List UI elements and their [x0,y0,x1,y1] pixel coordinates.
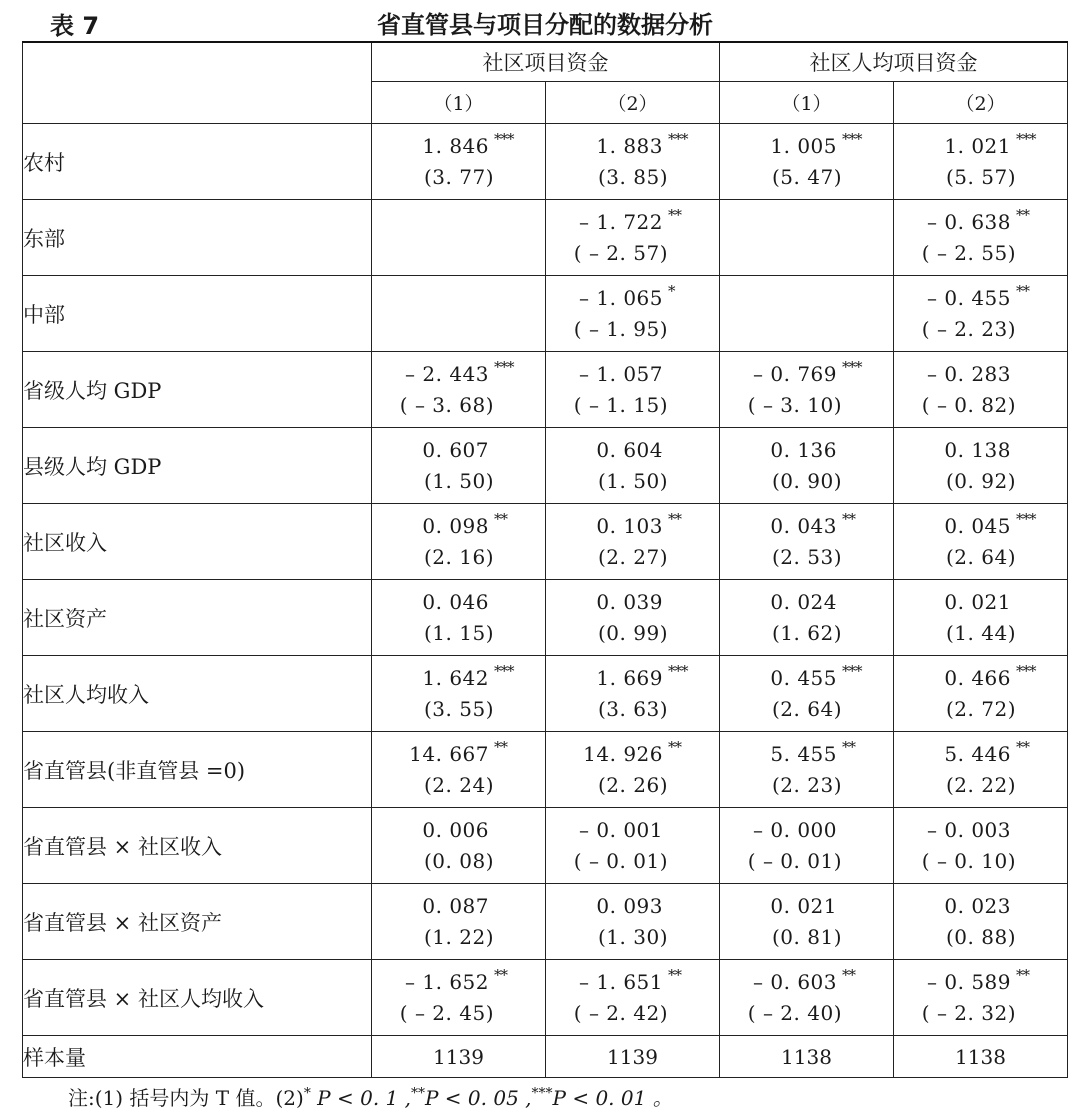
column-group-header: 社区项目资金 [372,42,720,82]
note-p-one: P < 0. 1 , [310,1086,411,1110]
regression-table [22,41,1068,1078]
coefficient-value: – 1. 722 [579,210,663,234]
t-statistic-value: (1. 15) [424,621,494,645]
t-statistic-value: ( – 2. 57) [573,241,668,265]
table-row [23,884,1068,960]
t-statistic-value: (2. 27) [598,545,668,569]
t-statistic-value: ( – 1. 15) [573,393,668,417]
significance-stars: ** [842,510,855,528]
coefficient-value: 0. 093 [596,894,663,918]
t-statistic-value: ( – 2. 32) [921,1001,1016,1025]
t-statistic-value: ( – 2. 23) [921,317,1016,341]
t-statistic-value: (2. 22) [946,773,1016,797]
table-row [23,732,1068,808]
estimate-cell [546,732,720,808]
estimate-cell [372,808,546,884]
estimate-cell [720,276,894,352]
coefficient-value: – 0. 638 [927,210,1011,234]
t-statistic-value: (0. 92) [946,469,1016,493]
estimate-cell [894,656,1068,732]
estimate-cell [720,884,894,960]
row-label: 省直管县 × 社区资产 [23,884,372,960]
t-statistic-value: ( – 0. 10) [921,849,1016,873]
coefficient-value: – 0. 455 [927,286,1011,310]
t-statistic-value: (1. 30) [598,925,668,949]
t-statistic-value: (0. 08) [424,849,494,873]
column-sub-header: （2） [546,82,720,124]
significance-stars: ** [668,206,681,224]
coefficient-value: 0. 098 [422,514,489,538]
significance-stars: ** [1016,966,1029,984]
coefficient-value: – 0. 001 [579,818,663,842]
row-label: 社区收入 [23,504,372,580]
coefficient-value: – 0. 283 [927,362,1011,386]
estimate-cell [372,580,546,656]
significance-stars: *** [668,130,688,148]
table-row [23,808,1068,884]
estimate-cell [372,200,546,276]
significance-stars: ** [668,738,681,756]
estimate-cell [546,580,720,656]
coefficient-value: 0. 607 [422,438,489,462]
table-row [23,428,1068,504]
estimate-cell [894,808,1068,884]
coefficient-value: 1. 846 [422,134,489,158]
table-body [23,124,1068,1036]
estimate-cell [720,428,894,504]
significance-stars: ** [1016,282,1029,300]
coefficient-value: 14. 667 [409,742,489,766]
table-row [23,960,1068,1036]
coefficient-value: 1. 021 [944,134,1011,158]
significance-stars: *** [842,130,862,148]
estimate-cell [720,352,894,428]
coefficient-value: 0. 604 [596,438,663,462]
t-statistic-value: ( – 2. 55) [921,241,1016,265]
t-statistic-value: (5. 47) [772,165,842,189]
coefficient-value: – 0. 000 [753,818,837,842]
coefficient-value: 0. 006 [422,818,489,842]
row-label: 省直管县(非直管县 =0) [23,732,372,808]
significance-stars: *** [1016,510,1036,528]
significance-stars: *** [1016,130,1036,148]
estimate-cell [546,352,720,428]
estimate-cell [546,428,720,504]
estimate-cell [546,960,720,1036]
coefficient-value: 0. 021 [944,590,1011,614]
t-statistic-value: (0. 81) [772,925,842,949]
t-statistic-value: (2. 24) [424,773,494,797]
significance-stars: ** [842,738,855,756]
table-title: 省直管县与项目分配的数据分析 [377,11,713,39]
t-statistic-value: ( – 0. 01) [747,849,842,873]
estimate-cell [546,124,720,200]
estimate-cell [720,808,894,884]
t-statistic-value: ( – 2. 40) [747,1001,842,1025]
estimate-cell [720,656,894,732]
coefficient-value: – 0. 589 [927,970,1011,994]
row-label: 样本量 [23,1036,372,1078]
t-statistic-value: (5. 57) [946,165,1016,189]
coefficient-value: 0. 466 [944,666,1011,690]
estimate-cell [372,124,546,200]
note-p-two: P < 0. 05 , [424,1086,532,1110]
significance-stars: *** [494,358,514,376]
t-statistic-value: (1. 62) [772,621,842,645]
table-row [23,504,1068,580]
coefficient-value: 0. 043 [770,514,837,538]
row-label: 东部 [23,200,372,276]
estimate-cell [894,428,1068,504]
coefficient-value: 0. 138 [944,438,1011,462]
coefficient-value: 1. 883 [596,134,663,158]
estimate-cell [894,276,1068,352]
estimate-cell [372,276,546,352]
table-row [23,352,1068,428]
significance-stars: ** [668,510,681,528]
t-statistic-value: ( – 1. 95) [573,317,668,341]
sample-size-row [23,1036,1068,1078]
estimate-cell [894,200,1068,276]
t-statistic-value: (3. 63) [598,697,668,721]
significance-stars: ** [494,966,507,984]
t-statistic-value: (0. 90) [772,469,842,493]
row-label: 省级人均 GDP [23,352,372,428]
coefficient-value: 0. 087 [422,894,489,918]
note-star-two: ** [410,1085,425,1102]
coefficient-value: 0. 045 [944,514,1011,538]
estimate-cell [720,124,894,200]
estimate-cell [372,352,546,428]
coefficient-value: 1. 005 [770,134,837,158]
t-statistic-value: (1. 22) [424,925,494,949]
coefficient-value: 0. 103 [596,514,663,538]
row-label: 社区人均收入 [23,656,372,732]
t-statistic-value: (2. 72) [946,697,1016,721]
row-label: 农村 [23,124,372,200]
coefficient-value: 0. 039 [596,590,663,614]
empty-corner-cell [23,42,372,124]
estimate-cell [894,960,1068,1036]
estimate-cell [894,352,1068,428]
coefficient-value: – 0. 769 [753,362,837,386]
coefficient-value: 0. 021 [770,894,837,918]
significance-stars: ** [668,966,681,984]
t-statistic-value: (2. 23) [772,773,842,797]
table-row [23,656,1068,732]
estimate-cell [372,884,546,960]
estimate-cell [720,732,894,808]
t-statistic-value: ( – 0. 82) [921,393,1016,417]
estimate-cell [546,504,720,580]
t-statistic-value: ( – 3. 68) [399,393,494,417]
coefficient-value: 0. 455 [770,666,837,690]
table-row [23,124,1068,200]
coefficient-value: 5. 446 [944,742,1011,766]
significance-stars: *** [494,662,514,680]
significance-stars: * [668,282,675,300]
note-prefix: 注:(1) 括号内为 T 值。(2) [68,1086,304,1110]
estimate-cell [720,200,894,276]
significance-stars: *** [668,662,688,680]
t-statistic-value: (0. 88) [946,925,1016,949]
estimate-cell [894,884,1068,960]
estimate-cell [720,960,894,1036]
estimate-cell [372,732,546,808]
estimate-cell [894,124,1068,200]
t-statistic-value: (1. 44) [946,621,1016,645]
t-statistic-value: (1. 50) [598,469,668,493]
t-statistic-value: ( – 3. 10) [747,393,842,417]
coefficient-value: 0. 136 [770,438,837,462]
estimate-cell [546,200,720,276]
t-statistic-value: ( – 0. 01) [573,849,668,873]
row-label: 县级人均 GDP [23,428,372,504]
estimate-cell [720,504,894,580]
table-row [23,276,1068,352]
coefficient-value: 5. 455 [770,742,837,766]
coefficient-value: – 1. 065 [579,286,663,310]
t-statistic-value: ( – 2. 45) [399,1001,494,1025]
estimate-cell [546,808,720,884]
estimate-cell [372,504,546,580]
column-sub-header: （1） [720,82,894,124]
coefficient-value: 0. 023 [944,894,1011,918]
table-row [23,200,1068,276]
coefficient-value: – 1. 652 [405,970,489,994]
significance-stars: *** [494,130,514,148]
column-sub-header: （1） [372,82,546,124]
coefficient-value: – 2. 443 [405,362,489,386]
estimate-cell [720,580,894,656]
note-star-one: * [303,1085,311,1102]
significance-stars: ** [494,738,507,756]
coefficient-value: 0. 024 [770,590,837,614]
coefficient-value: 0. 046 [422,590,489,614]
column-group-header: 社区人均项目资金 [720,42,1068,82]
sample-size-value: 1139 [546,1036,720,1078]
t-statistic-value: (2. 64) [946,545,1016,569]
coefficient-value: 14. 926 [583,742,663,766]
table-number: 表 7 [50,12,100,40]
coefficient-value: 1. 669 [596,666,663,690]
row-label: 社区资产 [23,580,372,656]
table-note [68,1082,673,1111]
estimate-cell [546,884,720,960]
estimate-cell [894,732,1068,808]
t-statistic-value: ( – 2. 42) [573,1001,668,1025]
estimate-cell [894,580,1068,656]
note-star-three: *** [531,1085,553,1102]
table-row [23,580,1068,656]
estimate-cell [546,656,720,732]
note-p-three: P < 0. 01 。 [552,1086,673,1110]
column-sub-header: （2） [894,82,1068,124]
t-statistic-value: (3. 77) [424,165,494,189]
t-statistic-value: (2. 53) [772,545,842,569]
t-statistic-value: (3. 85) [598,165,668,189]
estimate-cell [372,960,546,1036]
estimate-cell [894,504,1068,580]
t-statistic-value: (1. 50) [424,469,494,493]
sample-size-value: 1139 [372,1036,546,1078]
t-statistic-value: (2. 16) [424,545,494,569]
significance-stars: ** [842,966,855,984]
significance-stars: ** [1016,738,1029,756]
t-statistic-value: (3. 55) [424,697,494,721]
t-statistic-value: (2. 26) [598,773,668,797]
table-header [0,0,1080,40]
row-label: 省直管县 × 社区收入 [23,808,372,884]
coefficient-value: – 0. 003 [927,818,1011,842]
sample-size-value: 1138 [894,1036,1068,1078]
estimate-cell [372,656,546,732]
coefficient-value: – 1. 057 [579,362,663,386]
significance-stars: *** [842,662,862,680]
significance-stars: ** [494,510,507,528]
coefficient-value: – 1. 651 [579,970,663,994]
column-group-row [23,42,1068,82]
coefficient-value: – 0. 603 [753,970,837,994]
significance-stars: *** [842,358,862,376]
coefficient-value: 1. 642 [422,666,489,690]
significance-stars: ** [1016,206,1029,224]
sample-size-value: 1138 [720,1036,894,1078]
row-label: 中部 [23,276,372,352]
t-statistic-value: (0. 99) [598,621,668,645]
estimate-cell [372,428,546,504]
t-statistic-value: (2. 64) [772,697,842,721]
estimate-cell [546,276,720,352]
significance-stars: *** [1016,662,1036,680]
row-label: 省直管县 × 社区人均收入 [23,960,372,1036]
